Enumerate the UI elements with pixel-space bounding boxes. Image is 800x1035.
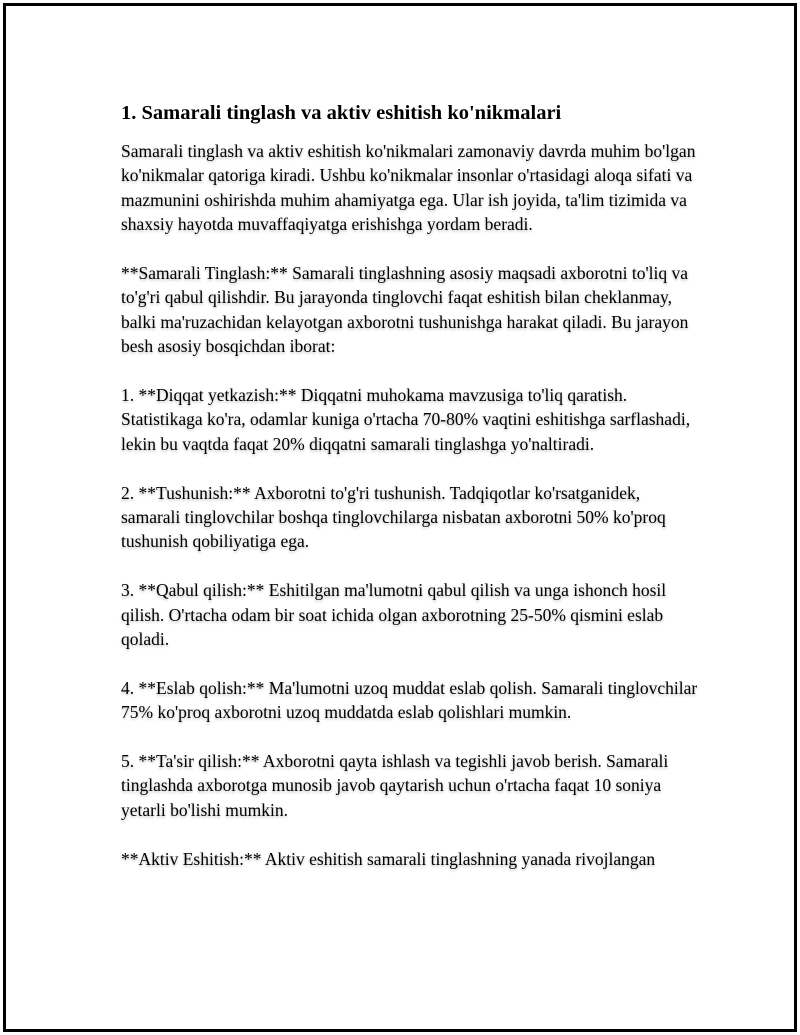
page-title: 1. Samarali tinglash va aktiv eshitish ko'nikmalari	[121, 102, 562, 124]
page-frame	[3, 3, 797, 1032]
document-body	[121, 99, 701, 871]
paragraph-step-3: 3. **Qabul qilish:** Eshitilgan ma'lumotni qabul qilish va unga ishonch hosil qilish. O'rtacha odam bir soat ichida olgan axborotning 25-50% qismini eslab qoladi.	[121, 580, 667, 650]
paragraph-step-5: 5. **Ta'sir qilish:** Axborotni qayta ishlash va tegishli javob berish. Samarali tinglashda axborotga munosib javob qaytarish uchun o'rtacha faqat 10 soniya yetarli bo'lishi mumkin.	[121, 751, 669, 820]
paragraph-samarali-tinglash: **Samarali Tinglash:** Samarali tinglashning asosiy maqsadi axborotni to'liq va to'g'ri qabul qilishdir. Bu jarayonda tinglovchi faqat eshitish bilan cheklanmay, balki ma'ruzachidan kelayotgan axborotni tushunishga harakat qiladi. Bu jarayon besh asosiy bosqichdan iborat:	[121, 263, 689, 357]
paragraph-step-2: 2. **Tushunish:** Axborotni to'g'ri tushunish. Tadqiqotlar ko'rsatganidek, samarali tinglovchilar boshqa tinglovchilarga nisbatan axborotni 50% ko'proq tushunish qobiliyatiga ega.	[121, 482, 666, 552]
paragraph-step-1: 1. **Diqqat yetkazish:** Diqqatni muhokama mavzusiga to'liq qaratish. Statistikaga ko'ra, odamlar kuniga o'rtacha 70-80% vaqtini eshitishga sarflashadi, lekin bu vaqtda faqat 20% diqqatni samarali tinglashga yo'naltiradi.	[121, 385, 691, 454]
paragraph-aktiv-eshitish: **Aktiv Eshitish:** Aktiv eshitish samarali tinglashning yanada rivojlangan	[121, 848, 656, 869]
paragraph-step-4: 4. **Eslab qolish:** Ma'lumotni uzoq muddat eslab qolish. Samarali tinglovchilar 75% ko'proq axborotni uzoq muddatda eslab qolishlari mumkin.	[121, 677, 698, 723]
paragraph-intro: Samarali tinglash va aktiv eshitish ko'nikmalari zamonaviy davrda muhim bo'lgan ko'nikmalar qatoriga kiradi. Ushbu ko'nikmalar insonlar o'rtasidagi aloqa sifati va mazmunini oshirishda muhim ahamiyatga ega. Ular ish joyida, ta'lim tizimida va shaxsiy hayotda muvaffaqiyatga erishishga yordam beradi.	[121, 141, 696, 235]
